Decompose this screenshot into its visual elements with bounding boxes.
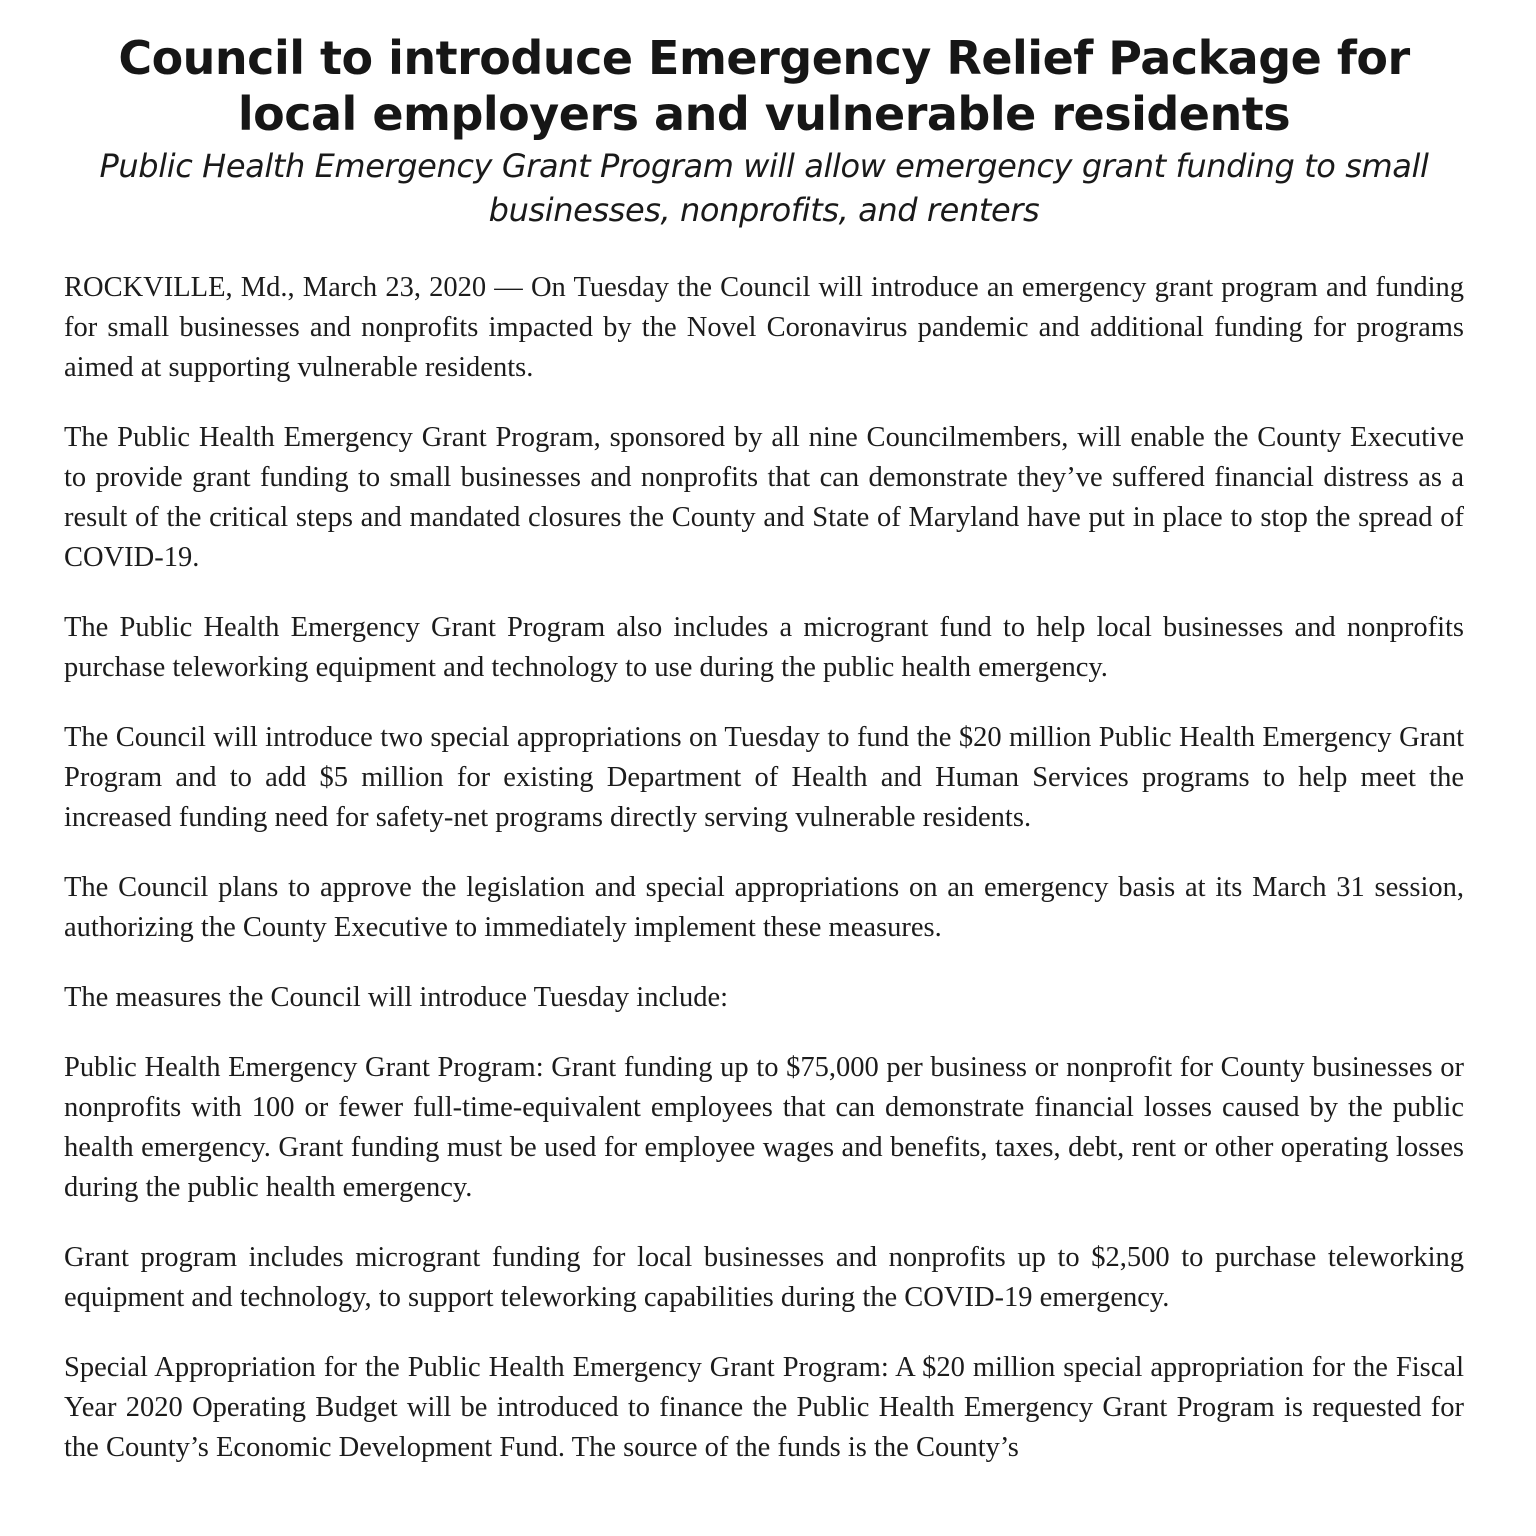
paragraph-measures-intro: The measures the Council will introduce Tuesday include: [64, 982, 729, 1013]
paragraph-measure-grant: Public Health Emergency Grant Program: Grant funding up to $75,000 per business or nonprofit for County businesses or nonprofits with 100 or fewer full-time-equivalent employees that can demonstrate financial losses caused by the public health emergency. Grant funding must be used for employee wages and benefits, taxes, debt, rent or other operating losses during the public health emergency. [64, 1052, 1464, 1203]
subheadline: Public Health Emergency Grant Program will allow emergency grant funding to small businesses, nonprofits, and renters [99, 147, 1429, 229]
paragraph-measure-microgrant: Grant program includes microgrant funding for local businesses and nonprofits up to $2,500 to purchase teleworking equipment and technology, to support teleworking capabilities during the COVID-19 emergency. [64, 1242, 1464, 1313]
paragraph-dateline: ROCKVILLE, Md., March 23, 2020 — On Tuesday the Council will introduce an emergency grant program and funding for small businesses and nonprofits impacted by the Novel Coronavirus pandemic and additional funding for programs aimed at supporting vulnerable residents. [64, 272, 1464, 383]
paragraph-appropriations: The Council will introduce two special appropriations on Tuesday to fund the $20 million Public Health Emergency Grant Program and to add $5 million for existing Department of Health and Human Services programs to help meet the increased funding need for safety-net programs directly serving vulnerable residents. [64, 722, 1464, 833]
paragraph-special-appropriation: Special Appropriation for the Public Health Emergency Grant Program: A $20 million special appropriation for the Fiscal Year 2020 Operating Budget will be introduced to finance the Public Health Emergency Grant Program is requested for the County’s Economic Development Fund. The source of the funds is the County’s [64, 1352, 1464, 1463]
paragraph-grant-program: The Public Health Emergency Grant Program, sponsored by all nine Councilmembers, will enable the County Executive to provide grant funding to small businesses and nonprofits that can demonstrate they’ve suffered financial distress as a result of the critical steps and mandated closures the County and State of Maryland have put in place to stop the spread of COVID-19. [64, 422, 1464, 573]
paragraph-microgrant: The Public Health Emergency Grant Program also includes a microgrant fund to help local businesses and nonprofits purchase teleworking equipment and technology to use during the public health emergency. [64, 612, 1464, 683]
paragraph-approval-plan: The Council plans to approve the legislation and special appropriations on an emergency basis at its March 31 session, authorizing the County Executive to immediately implement these measures. [64, 872, 1464, 943]
press-release-page [64, 30, 1464, 1498]
headline: Council to introduce Emergency Relief Package for local employers and vulnerable residents [118, 31, 1410, 141]
article-body [64, 268, 1464, 1468]
